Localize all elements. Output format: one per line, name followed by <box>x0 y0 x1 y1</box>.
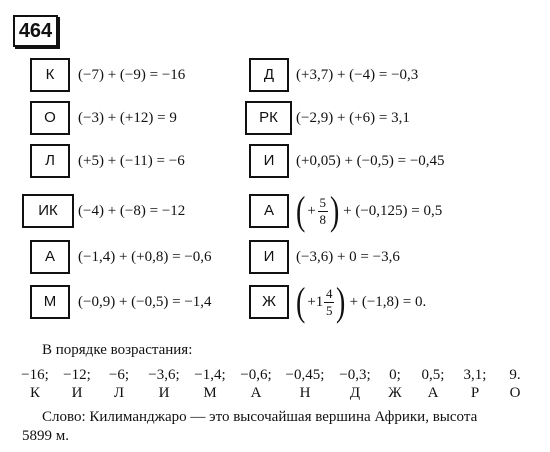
letter-box: К <box>30 58 70 92</box>
answer-number: −16; <box>21 367 49 383</box>
letter-box: Д <box>249 58 289 92</box>
answer-number: −12; <box>63 367 91 383</box>
order-heading: В порядке возрастания: <box>42 342 193 358</box>
expression: (+3,7) + (−4) = −0,3 <box>296 67 419 83</box>
answer-number: 0,5; <box>421 367 445 383</box>
word-line-2: 5899 м. <box>22 428 69 444</box>
denominator: 5 <box>326 302 333 318</box>
close-paren: ) <box>336 279 346 324</box>
close-paren: ) <box>329 188 340 233</box>
numerator: 4 <box>326 285 333 301</box>
answer-number: −3,6; <box>148 367 180 383</box>
expression-rest: + (−1,8) = 0. <box>349 294 427 310</box>
letter-box: Л <box>30 144 70 178</box>
answer-letter: И <box>158 385 170 401</box>
expression: (−3,6) + 0 = −3,6 <box>296 249 400 265</box>
answer-letter: М <box>203 385 217 401</box>
answer-letter: Д <box>349 385 361 401</box>
open-paren: ( <box>295 188 306 233</box>
answer-number: 9. <box>509 367 521 383</box>
answer-number: −0,6; <box>240 367 272 383</box>
fraction-sign: +1 <box>307 294 324 310</box>
answer-number: 0; <box>389 367 401 383</box>
fraction-expression <box>294 189 442 233</box>
answer-number: −1,4; <box>194 367 226 383</box>
answer-number: −6; <box>108 367 130 383</box>
letter-box: И <box>249 144 289 178</box>
letter-box: А <box>249 194 289 228</box>
answer-number: −0,3; <box>339 367 371 383</box>
answer-letter: И <box>71 385 83 401</box>
fraction-expression <box>294 280 426 324</box>
answer-letter: К <box>29 385 40 401</box>
expression: (+0,05) + (−0,5) = −0,45 <box>296 153 445 169</box>
fraction <box>324 287 334 318</box>
answer-letter: Р <box>470 385 480 401</box>
task-number: 464 <box>13 15 58 47</box>
fraction <box>318 196 328 227</box>
answer-number: 3,1; <box>463 367 487 383</box>
answer-letter: Н <box>299 385 311 401</box>
answer-letter: А <box>250 385 262 401</box>
expression: (−1,4) + (+0,8) = −0,6 <box>78 249 212 265</box>
letter-box: О <box>30 101 70 135</box>
expression: (−4) + (−8) = −12 <box>78 203 186 219</box>
expression-rest: + (−0,125) = 0,5 <box>343 203 443 219</box>
numerator: 5 <box>319 194 327 210</box>
word-line-1: Слово: Килиманджаро — это высочайшая вершина Африки, высота <box>42 409 478 425</box>
expression: (−7) + (−9) = −16 <box>78 67 186 83</box>
expression: (+5) + (−11) = −6 <box>78 153 185 169</box>
denominator: 8 <box>319 211 327 227</box>
letter-box: РК <box>245 101 292 135</box>
answer-number: −0,45; <box>285 367 325 383</box>
expression: (−3) + (+12) = 9 <box>78 110 177 126</box>
fraction-sign: + <box>307 203 316 219</box>
answer-letter: Ж <box>388 385 402 401</box>
letter-box: И <box>249 240 289 274</box>
answer-letter: А <box>427 385 439 401</box>
letter-box: Ж <box>249 285 289 319</box>
answer-letter: Л <box>113 385 125 401</box>
expression: (−0,9) + (−0,5) = −1,4 <box>78 294 212 310</box>
letter-box: ИК <box>22 194 74 228</box>
letter-box: А <box>30 240 70 274</box>
letter-box: М <box>30 285 70 319</box>
open-paren: ( <box>295 279 306 324</box>
expression: (−2,9) + (+6) = 3,1 <box>296 110 410 126</box>
answer-letter: О <box>509 385 521 401</box>
